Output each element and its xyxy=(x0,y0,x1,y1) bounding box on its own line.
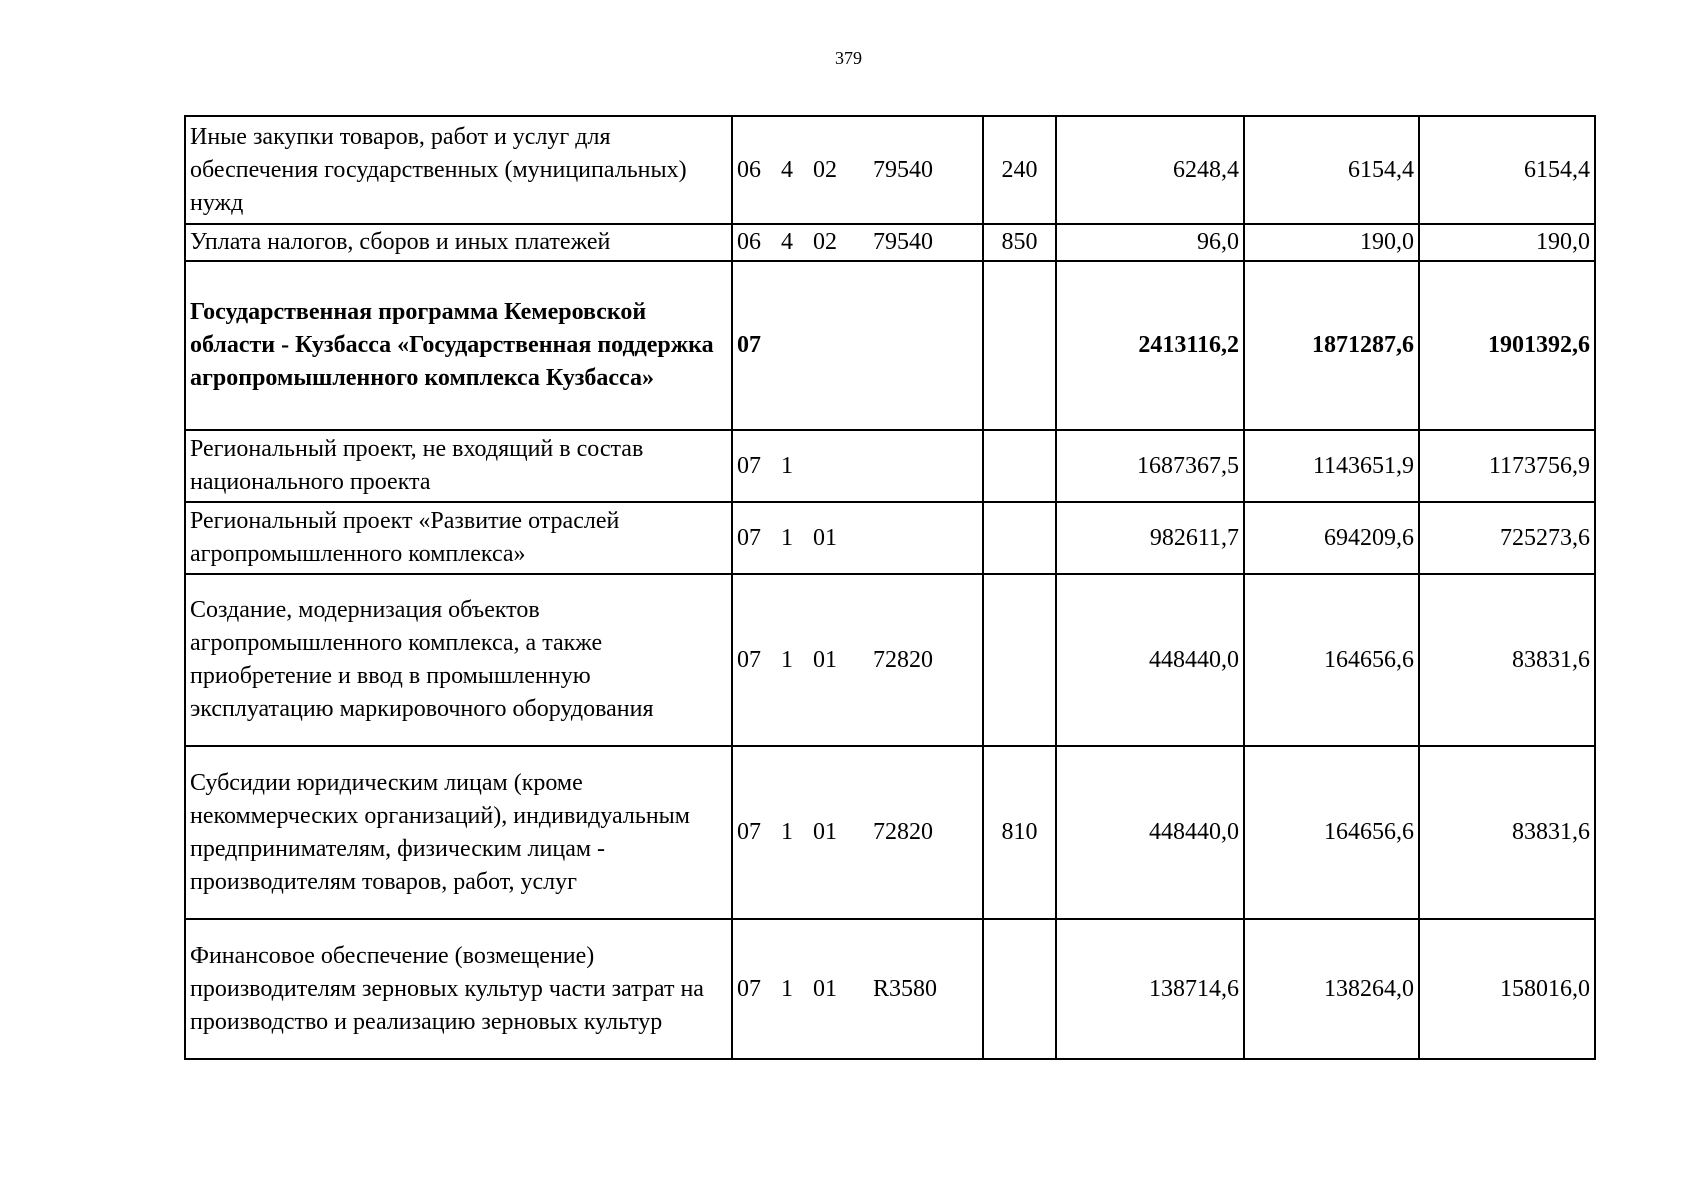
code-section: 07 xyxy=(737,975,761,1002)
row-name: Создание, модернизация объектов агропромышленного комплекса, а также приобретение и ввод в промышленную эксплуатацию маркировочного оборудования xyxy=(185,574,732,746)
code-section: 07 xyxy=(737,819,761,845)
row-value-3: 190,0 xyxy=(1419,224,1595,261)
row-code xyxy=(732,116,983,224)
row-code xyxy=(732,919,983,1059)
row-value-2: 1871287,6 xyxy=(1244,261,1419,430)
row-value-2: 1143651,9 xyxy=(1244,430,1419,502)
code-subprogram: 02 xyxy=(813,156,837,183)
row-name: Иные закупки товаров, работ и услуг для обеспечения государственных (муниципальных) нужд xyxy=(185,116,732,224)
row-name: Государственная программа Кемеровской области - Кузбасса «Государственная поддержка агропромышленного комплекса Кузбасса» xyxy=(185,261,732,430)
row-value-2: 164656,6 xyxy=(1244,574,1419,746)
row-expense-type xyxy=(983,919,1056,1059)
code-section: 06 xyxy=(737,229,761,255)
row-name: Субсидии юридическим лицам (кроме некоммерческих организаций), индивидуальным предпринимателям, физическим лицам - производителям товаров, работ, услуг xyxy=(185,746,732,919)
row-value-3: 6154,4 xyxy=(1419,116,1595,224)
row-code xyxy=(732,261,983,430)
table-row xyxy=(185,919,1595,1059)
row-name: Уплата налогов, сборов и иных платежей xyxy=(185,224,732,261)
code-program: 1 xyxy=(781,819,793,845)
row-value-1: 138714,6 xyxy=(1056,919,1244,1059)
row-value-3: 1173756,9 xyxy=(1419,430,1595,502)
code-program: 1 xyxy=(781,646,793,673)
row-value-1: 448440,0 xyxy=(1056,746,1244,919)
row-code xyxy=(732,746,983,919)
code-program: 4 xyxy=(781,229,793,255)
code-subprogram: 02 xyxy=(813,229,837,255)
table-row xyxy=(185,261,1595,430)
row-code xyxy=(732,502,983,574)
row-code xyxy=(732,224,983,261)
row-value-3: 1901392,6 xyxy=(1419,261,1595,430)
table-row xyxy=(185,224,1595,261)
row-value-1: 2413116,2 xyxy=(1056,261,1244,430)
row-expense-type xyxy=(983,502,1056,574)
row-name: Региональный проект, не входящий в состав национального проекта xyxy=(185,430,732,502)
row-value-2: 190,0 xyxy=(1244,224,1419,261)
row-value-3: 83831,6 xyxy=(1419,746,1595,919)
row-name: Финансовое обеспечение (возмещение) производителям зерновых культур части затрат на производство и реализацию зерновых культур xyxy=(185,919,732,1059)
row-expense-type: 810 xyxy=(983,746,1056,919)
row-expense-type: 240 xyxy=(983,116,1056,224)
code-section: 07 xyxy=(737,524,761,551)
code-section: 07 xyxy=(737,646,761,673)
code-direction: 72820 xyxy=(873,646,933,673)
code-subprogram: 01 xyxy=(813,646,837,673)
row-value-1: 96,0 xyxy=(1056,224,1244,261)
code-program: 1 xyxy=(781,452,793,479)
code-subprogram: 01 xyxy=(813,524,837,551)
code-direction: 79540 xyxy=(873,156,933,183)
table-row xyxy=(185,574,1595,746)
row-value-2: 6154,4 xyxy=(1244,116,1419,224)
code-program: 4 xyxy=(781,156,793,183)
table-row xyxy=(185,502,1595,574)
row-name: Региональный проект «Развитие отраслей агропромышленного комплекса» xyxy=(185,502,732,574)
code-section: 07 xyxy=(737,452,761,479)
row-value-1: 982611,7 xyxy=(1056,502,1244,574)
budget-table xyxy=(184,115,1596,1060)
code-section: 07 xyxy=(737,332,761,358)
row-value-2: 164656,6 xyxy=(1244,746,1419,919)
row-value-1: 448440,0 xyxy=(1056,574,1244,746)
code-program: 1 xyxy=(781,975,793,1002)
row-expense-type xyxy=(983,574,1056,746)
table-row xyxy=(185,116,1595,224)
row-code xyxy=(732,430,983,502)
row-value-1: 6248,4 xyxy=(1056,116,1244,224)
row-expense-type xyxy=(983,261,1056,430)
row-value-1: 1687367,5 xyxy=(1056,430,1244,502)
table-row xyxy=(185,746,1595,919)
code-direction: R3580 xyxy=(873,975,938,1002)
page-number: 379 xyxy=(835,48,862,68)
code-section: 06 xyxy=(737,156,761,183)
row-expense-type: 850 xyxy=(983,224,1056,261)
code-direction: 72820 xyxy=(873,819,933,845)
code-program: 1 xyxy=(781,524,793,551)
row-value-2: 138264,0 xyxy=(1244,919,1419,1059)
row-expense-type xyxy=(983,430,1056,502)
row-value-2: 694209,6 xyxy=(1244,502,1419,574)
table-row xyxy=(185,430,1595,502)
code-subprogram: 01 xyxy=(813,819,837,845)
row-value-3: 725273,6 xyxy=(1419,502,1595,574)
row-value-3: 158016,0 xyxy=(1419,919,1595,1059)
code-subprogram: 01 xyxy=(813,975,837,1002)
code-direction: 79540 xyxy=(873,229,933,255)
row-value-3: 83831,6 xyxy=(1419,574,1595,746)
row-code xyxy=(732,574,983,746)
